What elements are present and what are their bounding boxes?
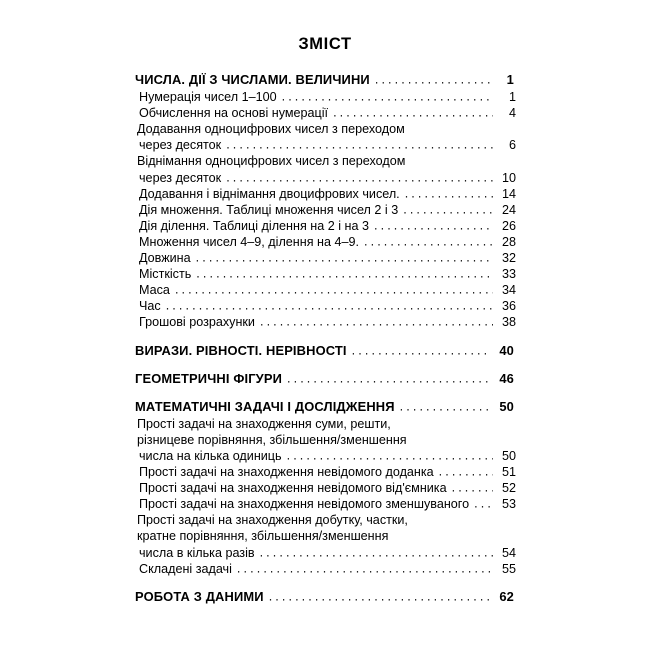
dot-leader [269,588,491,604]
toc-entry-page-number: 51 [501,465,516,480]
toc-entry-robota-z-danymy[interactable] [135,589,514,605]
toc-entry-prosti-zadachi-dobutok-chastka[interactable] [135,512,514,560]
toc-entry-last-line [137,464,516,480]
toc-entry-last-line [137,186,516,202]
toc-entry-numeratsiia-chysel-1-100[interactable] [135,89,514,105]
toc-entry-page-number: 28 [501,234,516,249]
dot-leader [260,544,493,560]
toc-entry-lines [135,250,514,266]
toc-entry-mnozhennia-chysel-4-9[interactable] [135,234,514,250]
toc-entry-last-line [135,343,514,359]
toc-entry-page-number: 40 [499,342,514,358]
dot-leader [375,72,491,88]
page-title: ЗМІСТ [298,35,352,53]
toc-entry-lines [135,561,514,577]
toc-entry-text-line: кратне порівняння, збільшення/зменшення [137,529,389,544]
toc-entry-lines [135,153,514,185]
toc-entry-hroshovi-rozrakhunky[interactable] [135,314,514,330]
toc-entry-label: ЧИСЛА. ДІЇ З ЧИСЛАМИ. ВЕЛИЧИНИ [135,72,370,87]
toc-entry-label: Довжина [139,251,191,266]
toc-entry-last-line [137,105,516,121]
toc-entry-page-number: 4 [508,106,516,121]
toc-entry-vidnimannia-odnotsyfrovykh-chysel[interactable] [135,153,514,185]
dot-leader [374,217,493,233]
toc-entry-page-number: 32 [501,251,516,266]
toc-entry-last-line [137,448,516,464]
toc-entry-lines [135,202,514,218]
toc-entry-lines [135,416,514,464]
toc-entry-page-number: 26 [501,218,516,233]
toc-entry-lines [135,266,514,282]
toc-entry-last-line [137,89,516,105]
toc-entry-page-number: 38 [501,315,516,330]
toc-entry-lines [135,589,514,605]
toc-entry-last-line [137,250,516,266]
toc-entry-label: Маса [139,283,170,298]
toc-entry-diia-mnozhennia-tablytsi-2-i-3[interactable] [135,202,514,218]
toc-entry-page-number: 52 [501,481,516,496]
dot-leader [196,266,493,282]
toc-entry-page-number: 34 [501,283,516,298]
toc-entry-prosti-zadachi-suma-reshta[interactable] [135,416,514,464]
toc-entry-lines [135,480,514,496]
toc-entry-page-number: 50 [501,448,516,463]
toc-entry-label: числа на кілька одиниць [139,448,282,463]
toc-entry-lines [135,89,514,105]
toc-entry-vyrazy-rivnosti-nerivnosti[interactable] [135,343,514,359]
toc-entry-page-number: 50 [499,398,514,414]
dot-leader [403,201,493,217]
toc-entry-last-line [137,137,516,153]
dot-leader [333,105,493,121]
toc-entry-page-number: 54 [501,545,516,560]
toc-entry-label: через десяток [139,138,222,153]
dot-leader [260,314,493,330]
toc-entry-label: Місткість [139,267,192,282]
toc-entry-label: Прості задачі на знаходження невідомого зменшуваного [139,497,470,512]
toc-entry-label: ГЕОМЕТРИЧНІ ФІГУРИ [135,370,283,386]
dot-leader [452,480,493,496]
toc-entry-lines [135,343,514,359]
toc-entry-label: Дія ділення. Таблиці ділення на 2 і на 3 [139,218,369,233]
toc-entry-last-line [137,298,516,314]
toc-entry-label: Обчислення на основі нумерації [139,106,329,121]
toc-entry-lines [135,105,514,121]
toc-entry-page-number: 24 [501,202,516,217]
toc-entry-last-line [137,314,516,330]
toc-entry-label: Прості задачі на знаходження невідомого від'ємника [139,481,447,496]
toc-entry-prosti-zadachi-nevidome-zmenshuvane[interactable] [135,496,514,512]
toc-entry-label: Множення чисел 4–9, ділення на 4–9. [139,234,359,249]
dot-leader [226,169,493,185]
toc-entry-text-line: Прості задачі на знаходження суми, решти, [137,416,391,431]
toc-entry-label: через десяток [139,170,222,185]
toc-entry-page-number: 6 [508,138,516,153]
toc-entry-last-line [137,282,516,298]
toc-list [135,72,514,606]
toc-entry-lines [135,399,514,415]
toc-entry-obchyslennia-na-osnovi-numeratsii[interactable] [135,105,514,121]
dot-leader [352,342,491,358]
toc-entry-label: ВИРАЗИ. РІВНОСТІ. НЕРІВНОСТІ [135,342,347,358]
toc-entry-chas[interactable] [135,298,514,314]
toc-entry-skladeni-zadachi[interactable] [135,561,514,577]
toc-entry-lines [135,298,514,314]
toc-entry-chysla-dii-z-chyslamy-velychyny[interactable] [135,72,514,88]
toc-entry-lines [135,512,514,560]
toc-entry-label: числа в кілька разів [139,545,255,560]
dot-leader [287,447,493,463]
toc-entry-last-line [135,399,514,415]
toc-entry-page-number: 10 [501,170,516,185]
toc-entry-lines [135,121,514,153]
toc-entry-mistkist[interactable] [135,266,514,282]
toc-entry-lines [135,72,514,88]
toc-entry-page-number: 1 [508,90,516,105]
dot-leader [237,560,493,576]
toc-entry-prosti-zadachi-nevidomyi-dodanok[interactable] [135,464,514,480]
toc-entry-label: Складені задачі [139,561,232,576]
toc-entry-heometrychni-fihury[interactable] [135,371,514,387]
dot-leader [287,370,491,386]
toc-entry-page-number: 53 [501,497,516,512]
toc-entry-last-line [137,234,516,250]
toc-entry-label: Додавання і віднімання двоцифрових чисел. [139,186,400,201]
toc-entry-last-line [135,371,514,387]
toc-entry-masa[interactable] [135,282,514,298]
toc-entry-text-line: Віднімання одноцифрових чисел з переходом [137,154,406,169]
toc-entry-text-line: різницеве порівняння, збільшення/зменшення [137,432,407,447]
toc-entry-label: МАТЕМАТИЧНІ ЗАДАЧІ І ДОСЛІДЖЕННЯ [135,398,395,414]
dot-leader [166,298,493,314]
dot-leader [474,496,493,512]
toc-entry-lines [135,282,514,298]
toc-entry-label: Прості задачі на знаходження невідомого доданка [139,465,434,480]
dot-leader [405,185,493,201]
dot-leader [282,89,493,105]
dot-leader [196,250,493,266]
toc-entry-last-line [135,72,514,88]
toc-entry-last-line [137,480,516,496]
toc-entry-label: РОБОТА З ДАНИМИ [135,588,264,604]
toc-entry-label: Грошові розрахунки [139,315,255,330]
toc-entry-label: Нумерація чисел 1–100 [139,90,277,105]
dot-leader [364,233,493,249]
toc-entry-prosti-zadachi-nevidomyi-vidiemnyk[interactable] [135,480,514,496]
toc-entry-page-number: 1 [506,72,514,87]
toc-entry-last-line [137,561,516,577]
toc-entry-label: Дія множення. Таблиці множення чисел 2 і 3 [139,202,399,217]
dot-leader [175,282,493,298]
toc-entry-page-number: 46 [499,370,514,386]
toc-entry-last-line [137,266,516,282]
toc-entry-page-number: 14 [501,186,516,201]
toc-entry-dodavannia-i-vidnimannia-dvotsyfrovykh[interactable] [135,186,514,202]
toc-entry-page-number: 62 [499,588,514,604]
toc-entry-lines [135,218,514,234]
toc-entry-lines [135,314,514,330]
toc-entry-page-number: 36 [501,299,516,314]
toc-entry-lines [135,186,514,202]
toc-entry-text-line: Прості задачі на знаходження добутку, частки, [137,513,408,528]
dot-leader [400,398,491,414]
dot-leader [226,137,493,153]
toc-entry-text-line: Додавання одноцифрових чисел з переходом [137,122,405,137]
dot-leader [439,464,493,480]
toc-entry-matematychni-zadachi-i-doslidzhennia[interactable] [135,399,514,415]
toc-entry-last-line [137,496,516,512]
toc-entry-label: Час [139,299,161,314]
toc-entry-last-line [137,218,516,234]
toc-entry-lines [135,496,514,512]
toc-entry-lines [135,464,514,480]
toc-entry-page-number: 33 [501,267,516,282]
toc-entry-lines [135,371,514,387]
toc-entry-last-line [137,202,516,218]
toc-entry-diia-dilennia-tablytsi-na-2-i-3[interactable] [135,218,514,234]
toc-entry-lines [135,234,514,250]
toc-entry-dodavannia-odnotsyfrovykh-chysel[interactable] [135,121,514,153]
toc-entry-last-line [137,545,516,561]
toc-entry-dovzhyna[interactable] [135,250,514,266]
toc-entry-last-line [137,170,516,186]
toc-entry-page-number: 55 [501,561,516,576]
toc-entry-last-line [135,589,514,605]
